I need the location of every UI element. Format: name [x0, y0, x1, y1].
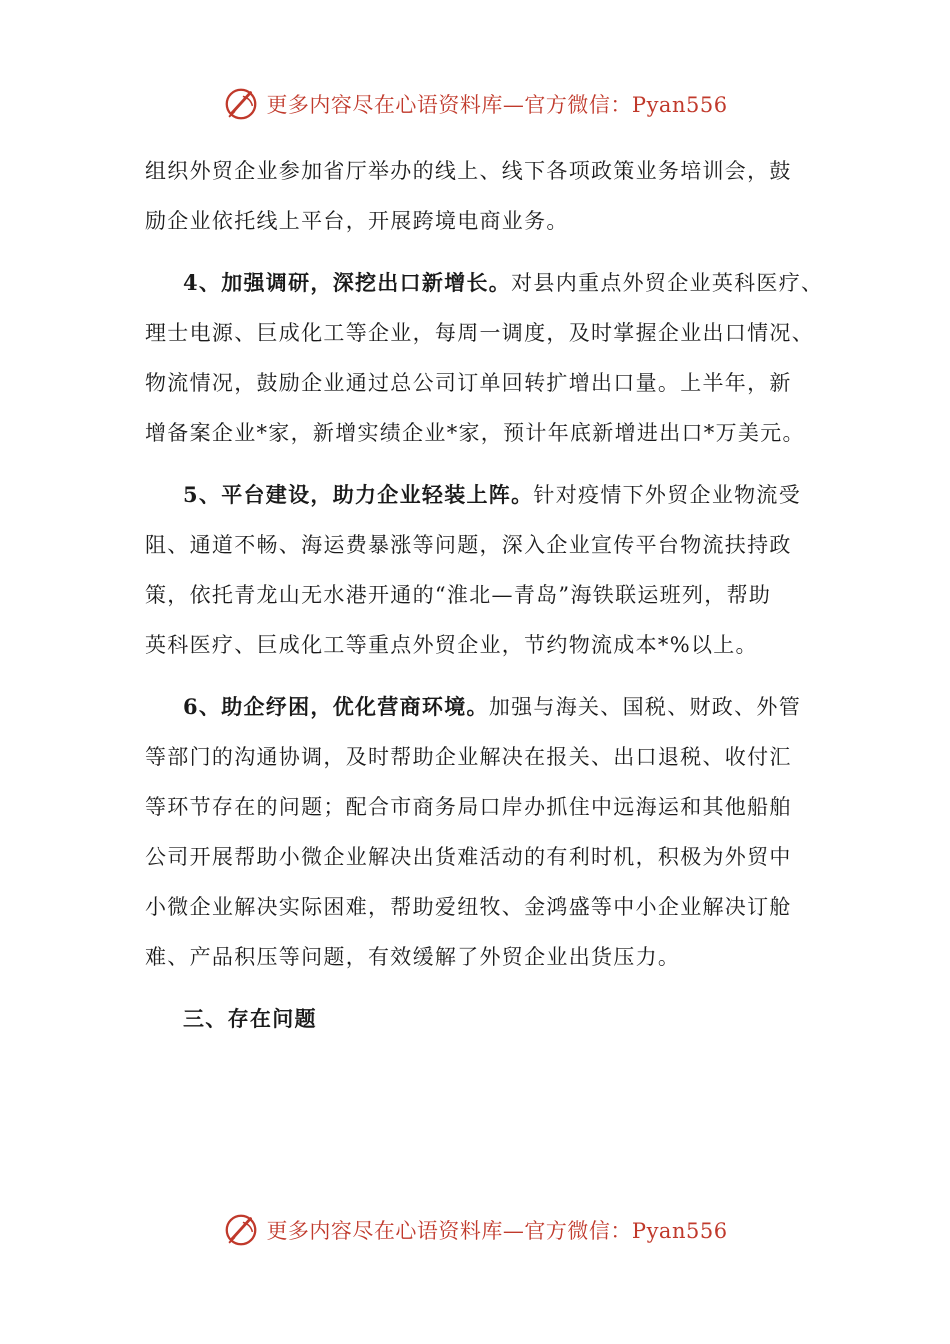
item-heading: 4、加强调研，深挖出口新增长。	[183, 270, 512, 295]
paragraph-first-line	[145, 682, 835, 732]
header-banner-text: 更多内容尽在心语资料库—官方微信：Pyan556	[266, 93, 728, 117]
section-heading: 三、存在问题	[183, 1006, 317, 1031]
text-line: 策，依托青龙山无水港开通的“淮北—青岛”海铁联运班列，帮助	[145, 583, 772, 607]
text-line: 小微企业解决实际困难，帮助爱纽牧、金鸿盛等中小企业解决订舱	[145, 895, 792, 919]
text-line: 公司开展帮助小微企业解决出货难活动的有利时机，积极为外贸中	[145, 845, 792, 869]
footer-banner	[0, 1208, 950, 1252]
item-text: 加强与海关、国税、财政、外管	[488, 695, 802, 719]
document-body	[145, 146, 835, 1044]
item-text: 针对疫情下外贸企业物流受	[533, 483, 802, 507]
paragraph-first-line	[145, 470, 835, 520]
text-line: 理士电源、巨成化工等企业，每周一调度，及时掌握企业出口情况、	[145, 321, 814, 345]
text-line: 英科医疗、巨成化工等重点外贸企业，节约物流成本*%以上。	[145, 633, 758, 657]
paragraph-continuation	[145, 146, 835, 246]
paragraph-item-6	[145, 682, 835, 982]
pen-logo-icon	[222, 85, 260, 123]
text-line: 物流情况，鼓励企业通过总公司订单回转扩增出口量。上半年，新	[145, 371, 792, 395]
text-line: 组织外贸企业参加省厅举办的线上、线下各项政策业务培训会，鼓	[145, 159, 792, 183]
text-line: 等环节存在的问题；配合市商务局口岸办抓住中远海运和其他船舶	[145, 795, 792, 819]
paragraph-item-5	[145, 470, 835, 670]
text-line: 阻、通道不畅、海运费暴涨等问题，深入企业宣传平台物流扶持政	[145, 533, 792, 557]
text-line: 励企业依托线上平台，开展跨境电商业务。	[145, 209, 569, 233]
header-banner	[0, 82, 950, 126]
pen-logo-icon	[222, 1211, 260, 1249]
paragraph-item-4	[145, 258, 835, 458]
paragraph-first-line	[145, 258, 835, 308]
text-line: 难、产品积压等问题，有效缓解了外贸企业出货压力。	[145, 945, 681, 969]
item-text: 对县内重点外贸企业英科医疗、	[511, 271, 824, 295]
item-heading: 5、平台建设，助力企业轻装上阵。	[183, 482, 534, 507]
item-heading: 6、助企纾困，优化营商环境。	[183, 694, 489, 719]
text-line: 增备案企业*家，新增实绩企业*家，预计年底新增进出口*万美元。	[145, 421, 805, 445]
text-line: 等部门的沟通协调，及时帮助企业解决在报关、出口退税、收付汇	[145, 745, 792, 769]
footer-banner-text: 更多内容尽在心语资料库—官方微信：Pyan556	[266, 1219, 728, 1243]
